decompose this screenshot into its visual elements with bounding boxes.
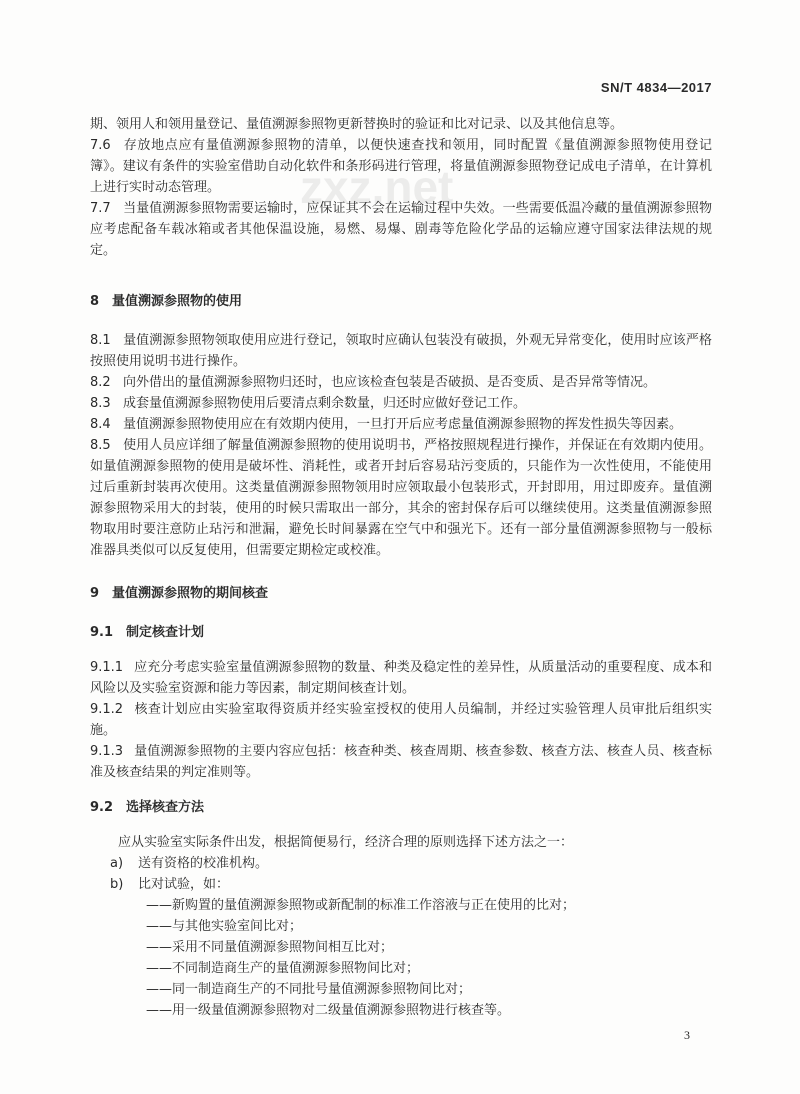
document-body — [90, 114, 712, 1021]
section-heading-9: 9 量值溯源参照物的期间核查 — [90, 586, 269, 601]
paragraph-text: 期、领用人和领用量登记、量值溯源参照物更新替换时的验证和比对记录、以及其他信息等。 — [90, 117, 624, 132]
dash-item: ——同一制造商生产的不同批号量值溯源参照物间比对； — [146, 982, 472, 997]
paragraph-text: 核查计划应由实验室取得资质并经实验室授权的使用人员编制，并经过实验管理人员审批后组织实施。 — [90, 702, 712, 738]
paragraph-text: 向外借出的量值溯源参照物归还时，也应该检查包装是否破损、是否变质、是否异常等情况。 — [123, 375, 657, 390]
paragraph-text: 使用人员应详细了解量值溯源参照物的使用说明书，严格按照规程进行操作，并保证在有效期内使用。如量值溯源参照物的使用是破坏性、消耗性，或者开封后容易玷污变质的，只能作为一次性使用，不能使用过后重新封装再次使用。这类量值溯源参照物领用时应领取最小包装形式，开封即用，用过即废弃。量值溯源参照物采用大的封装，使用的时候只需取出一部分，其余的密封保存后可以继续使用。这类量值溯源参照物取用时要注意防止玷污和泄漏，避免长时间暴露在空气中和强光下。还有一部分量值溯源参照物与一般标准器具类似可以反复使用，但需要定期检定或校准。 — [90, 438, 712, 558]
dash-item: ——采用不同量值溯源参照物间相互比对； — [146, 940, 394, 955]
watermark: zxz.net — [300, 161, 454, 213]
clause-number: 8.3 — [90, 396, 111, 411]
clause-9-1-2 — [90, 699, 712, 741]
dash-item: ——与其他实验室间比对； — [146, 919, 303, 934]
clause-9-1-1 — [90, 657, 712, 699]
clause-number: 9.1.3 — [90, 744, 124, 759]
list-item — [90, 874, 712, 895]
clause-8-5 — [90, 435, 712, 561]
clause-9-1-3 — [90, 741, 712, 783]
clause-number: 9.1.1 — [90, 660, 124, 675]
dash-item: ——新购置的量值溯源参照物或新配制的标准工作溶液与正在使用的比对； — [146, 898, 576, 913]
dash-item: ——用一级量值溯源参照物对二级量值溯源参照物进行核查等。 — [146, 1003, 511, 1018]
paragraph-continued — [90, 114, 712, 135]
clause-8-2 — [90, 372, 712, 393]
clause-7-7 — [90, 198, 712, 261]
paragraph-text: 应充分考虑实验室量值溯源参照物的数量、种类及稳定性的差异性，从质量活动的重要程度、成本和风险以及实验室资源和能力等因素，制定期间核查计划。 — [90, 660, 712, 696]
paragraph-text: 成套量值溯源参照物使用后要清点剩余数量，归还时应做好登记工作。 — [123, 396, 527, 411]
clause-8-1 — [90, 330, 712, 372]
subsection-heading-9-2: 9.2 选择核查方法 — [90, 800, 205, 815]
paragraph-text: 量值溯源参照物领取使用应进行登记，领取时应确认包装没有破损，外观无异常变化，使用时应该严格按照使用说明书进行操作。 — [90, 333, 712, 369]
clause-number: 9.1.2 — [90, 702, 124, 717]
list-item-text: 比对试验，如： — [138, 877, 230, 892]
paragraph-text: 量值溯源参照物使用应在有效期内使用，一旦打开后应考虑量值溯源参照物的挥发性损失等因素。 — [123, 417, 683, 432]
section-heading-8: 8 量值溯源参照物的使用 — [90, 294, 243, 309]
clause-number: 8.1 — [90, 333, 111, 348]
list-marker: a) — [110, 856, 124, 871]
clause-number: 8.5 — [90, 438, 111, 453]
clause-8-3 — [90, 393, 712, 414]
paragraph-text: 量值溯源参照物的主要内容应包括：核查种类、核查周期、核查参数、核查方法、核查人员、核查标准及核查结果的判定准则等。 — [90, 744, 712, 780]
clause-number: 8.2 — [90, 375, 111, 390]
list-item — [90, 853, 712, 874]
dash-item: ——不同制造商生产的量值溯源参照物间比对； — [146, 961, 420, 976]
paragraph-text: 存放地点应有量值溯源参照物的清单，以便快速查找和领用，同时配置《量值溯源参照物使用登记簿》。建议有条件的实验室借助自动化软件和条形码进行管理，将量值溯源参照物登记成电子清单，在计算机上进行实时动态管理。 — [90, 138, 712, 195]
standard-number: SN/T 4834—2017 — [600, 80, 712, 95]
clause-number: 7.6 — [90, 138, 111, 153]
paragraph-text: 当量值溯源参照物需要运输时，应保证其不会在运输过程中失效。一些需要低温冷藏的量值溯源参照物应考虑配备车载冰箱或者其他保温设施，易燃、易爆、剧毒等危险化学品的运输应遵守国家法律法规的规定。 — [90, 201, 712, 258]
spacer — [90, 783, 712, 793]
list-marker: b) — [110, 877, 124, 892]
list-item-text: 送有资格的校准机构。 — [138, 856, 269, 871]
clause-number: 8.4 — [90, 417, 111, 432]
subsection-heading-9-1: 9.1 制定核查计划 — [90, 625, 205, 640]
clause-8-4 — [90, 414, 712, 435]
method-intro: 应从实验室实际条件出发，根据简便易行，经济合理的原则选择下述方法之一： — [118, 835, 574, 850]
clause-7-6 — [90, 135, 712, 198]
clause-number: 7.7 — [90, 201, 111, 216]
page-number: 3 — [684, 1028, 690, 1042]
